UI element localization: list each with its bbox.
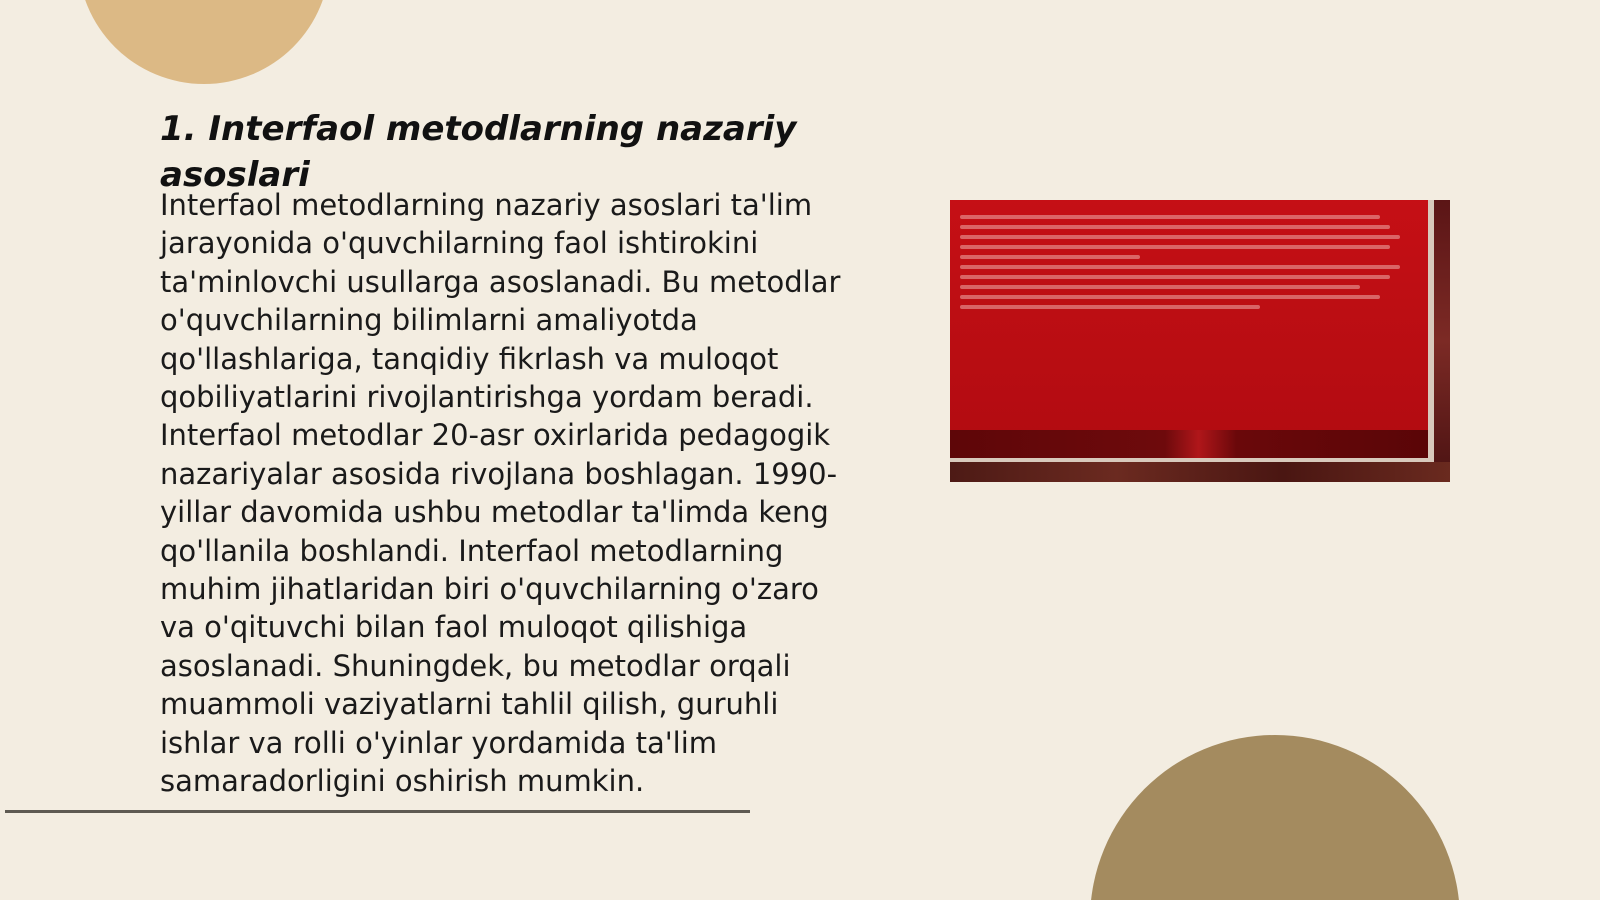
decorative-circle-top [78,0,330,84]
image-red-panel [950,200,1430,432]
slide-body-text: Interfaol metodlarning nazariy asoslari ta'lim jarayonida o'quvchilarning faol ishtirokini ta'minlovchi usullarga asoslanadi. Bu metodlar o'quvchilarning bilimlarni amaliyotda qo'llashlariga, tanqidiy fikrlash va muloqot qobiliyatlarini rivojlantirishga yordam beradi. Interfaol metodlar 20-asr oxirlarida pedagogik nazariyalar asosida rivojlana boshlagan. 1990-yillar davomida ushbu metodlar ta'limda keng qo'llanila boshlandi. Interfaol metodlarning muhim jihatlaridan biri o'quvchilarning o'zaro va o'qituvchi bilan faol muloqot qilishiga asoslanadi. Shuningdek, bu metodlar orqali muammoli vaziyatlarni tahlil qilish, guruhli ishlar va rolli o'yinlar yordamida ta'lim samaradorligini oshirish mumkin. [160,188,841,799]
image-wall-edge [1434,200,1450,482]
slide-image [950,200,1450,482]
image-text-line [960,235,1400,239]
image-text-line [960,255,1140,259]
image-floor [950,462,1450,482]
image-blurred-text [960,210,1420,315]
decorative-circle-bottom [1090,735,1460,900]
image-text-line [960,275,1390,279]
image-text-line [960,305,1260,309]
image-text-line [960,245,1390,249]
divider-line [5,810,750,813]
image-text-line [960,295,1380,299]
image-text-line [960,215,1380,219]
image-text-line [960,225,1390,229]
image-text-line [960,265,1400,269]
slide-title: 1. Interfaol metodlarning nazariy asoslari [160,109,797,195]
image-text-line [960,285,1360,289]
image-dark-band [950,430,1428,458]
